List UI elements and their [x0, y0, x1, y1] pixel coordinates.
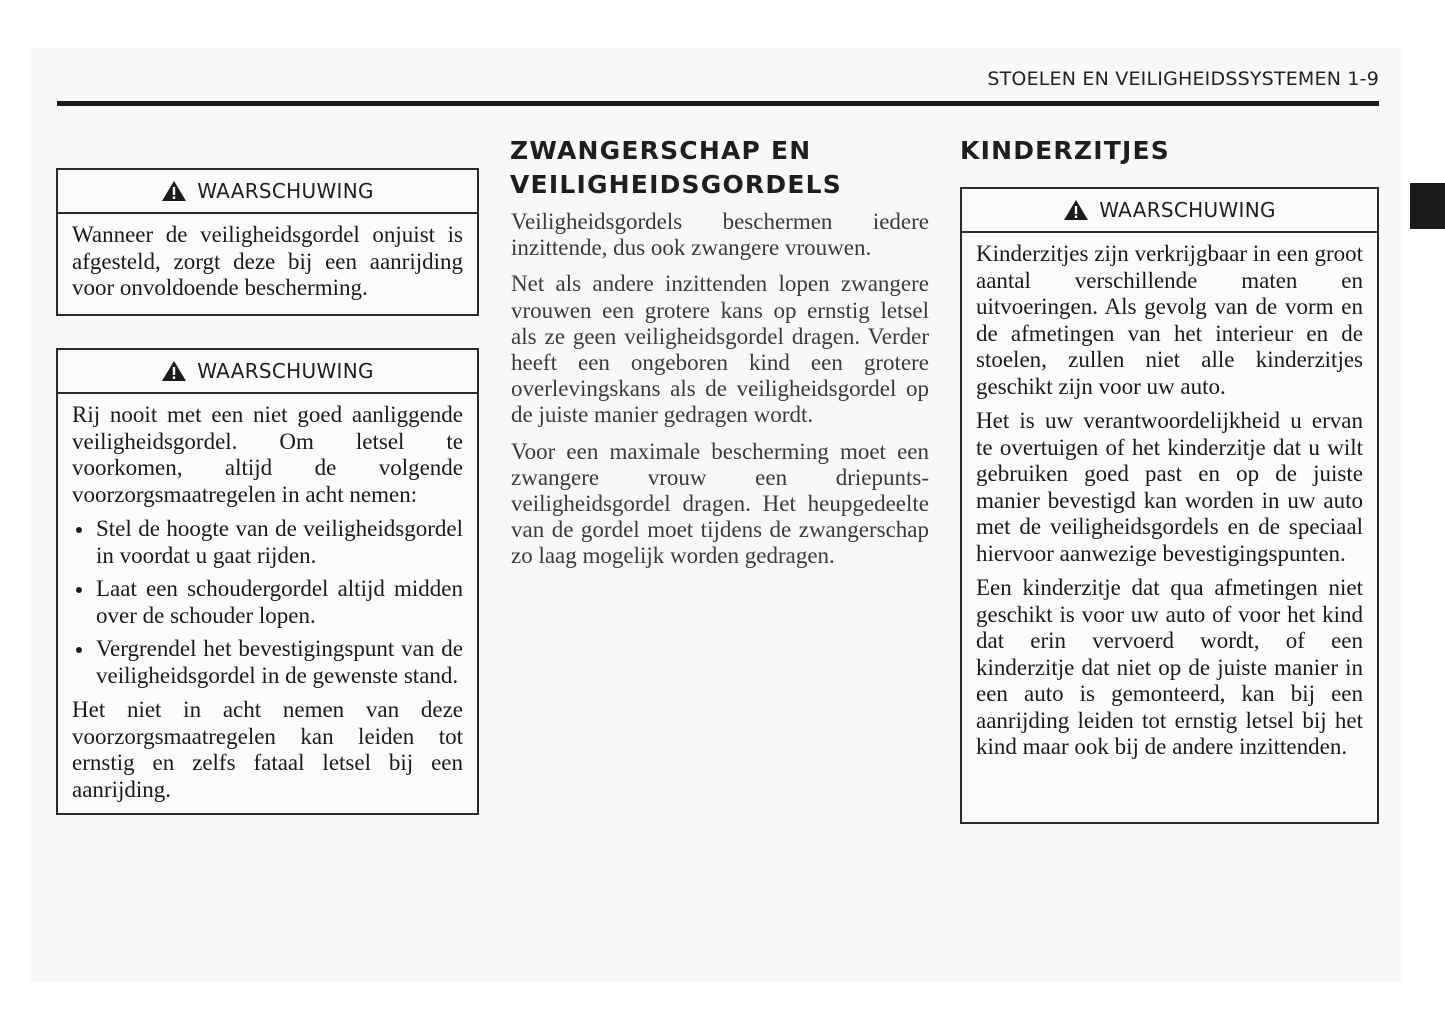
warning-box-1 — [56, 168, 479, 316]
warning-triangle-icon — [161, 360, 187, 382]
paragraph: Net als andere inzittenden lopen zwangere vrouwen een grotere kans op ernstig letsel als ze geen veiligheidsgordel dragen. Verder heeft een ongeboren kind een grotere overlevingskans als de veiligheidsgordel op de juiste manier gedragen wordt. — [511, 271, 929, 428]
warning-box-child-seats — [960, 187, 1379, 824]
warning-triangle-icon — [161, 180, 187, 202]
page-header-title: STOELEN EN VEILIGHEIDSSYSTEMEN 1-9 — [987, 68, 1379, 90]
warning-heading — [58, 350, 477, 394]
pregnancy-body — [511, 209, 929, 580]
warning-box-2 — [56, 348, 479, 815]
warning-heading-label: WAARSCHUWING — [197, 179, 374, 203]
warning-intro: Rij nooit met een niet goed aanliggende veiligheidsgordel. Om letsel te voorkomen, altijd de volgende voorzorgsmaatregelen in acht nemen: — [72, 402, 463, 507]
title-line: VEILIGHEIDSGORDELS — [510, 170, 842, 199]
section-title-child-seats: KINDERZITJES — [960, 136, 1170, 165]
warning-triangle-icon — [1063, 199, 1089, 221]
warning-text: Wanneer de veiligheidsgordel onjuist is afgesteld, zorgt deze bij een aanrijding voor onvoldoende bescherming. — [72, 222, 463, 300]
paragraph: Veiligheidsgordels beschermen iedere inzittende, dus ook zwangere vrouwen. — [511, 209, 929, 261]
warning-heading — [962, 189, 1377, 233]
warning-heading — [58, 170, 477, 214]
paragraph: Kinderzitjes zijn verkrijgbaar in een groot aantal verschillende maten en uitvoeringen. Als gevolg van de vorm en de afmetingen van het interieur en de stoelen, zullen niet alle kinderzitjes geschikt zijn voor uw auto. — [976, 241, 1363, 399]
list-item: Vergrendel het bevestigingspunt van de veiligheidsgordel in de gewenste stand. — [96, 636, 463, 688]
precaution-list — [72, 516, 463, 689]
paragraph: Het is uw verantwoordelijkheid u ervan te overtuigen of het kinderzitje dat u wilt gebruiken goed past en op de juiste manier bevestigd kan worden in uw auto met de veiligheidsgordels en de speciaal hiervoor aanwezige bevestigingspunten. — [976, 408, 1363, 566]
list-item: Stel de hoogte van de veiligheidsgordel in voordat u gaat rijden. — [96, 516, 463, 568]
paragraph: Een kinderzitje dat qua afmetingen niet geschikt is voor uw auto of voor het kind dat erin vervoerd wordt, of een kinderzitje dat niet op de juiste manier in een auto is gemonteerd, kan bij een aanrijding leiden tot ernstig letsel bij het kind maar ook bij de andere inzittenden. — [976, 575, 1363, 759]
chapter-tab-marker — [1410, 183, 1445, 229]
section-title-pregnancy — [510, 134, 842, 202]
title-line: ZWANGERSCHAP EN — [510, 136, 812, 165]
warning-heading-label: WAARSCHUWING — [197, 359, 374, 383]
header-rule — [57, 101, 1379, 106]
warning-outro: Het niet in acht nemen van deze voorzorgsmaatregelen kan leiden tot ernstig en zelfs fataal letsel bij een aanrijding. — [72, 697, 463, 802]
list-item: Laat een schoudergordel altijd midden over de schouder lopen. — [96, 576, 463, 628]
warning-heading-label: WAARSCHUWING — [1099, 198, 1276, 222]
paragraph: Voor een maximale bescherming moet een zwangere vrouw een driepunts-veiligheidsgordel dragen. Het heupgedeelte van de gordel moet tijdens de zwangerschap zo laag mogelijk worden gedragen. — [511, 438, 929, 569]
